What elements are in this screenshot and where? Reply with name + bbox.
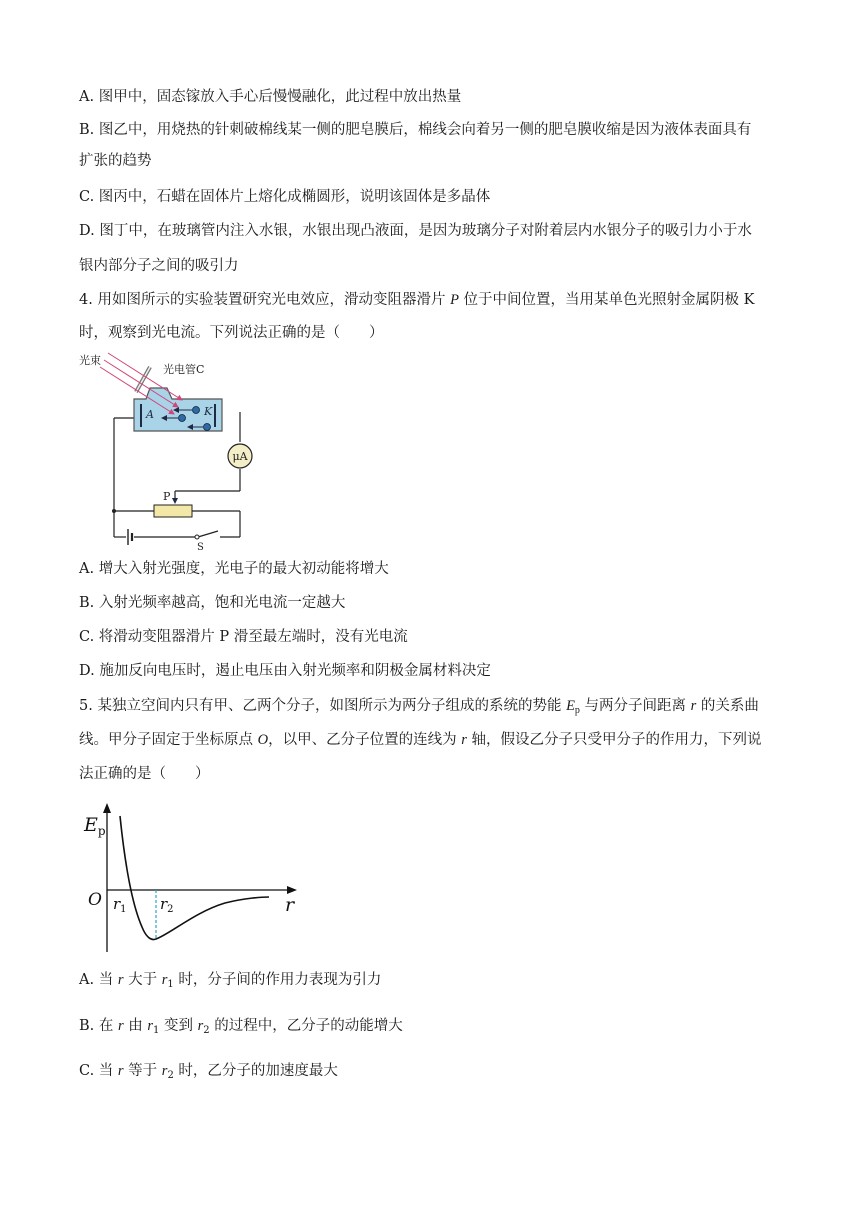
q5-option-c: C. 当 r 等于 $r_2$ 时，乙分子的加速度最大 xyxy=(79,1063,338,1081)
q5-option-b: B. 在 r 由 $r_1$ 变到 $r_2$ 的过程中，乙分子的动能增大 xyxy=(79,1018,403,1036)
q4-stem-text-a: 4. 用如图所示的实验装置研究光电效应，滑动变阻器滑片 xyxy=(79,292,451,308)
phototube-label: 光电管C xyxy=(163,363,205,376)
light-ray xyxy=(108,353,182,400)
r2-label: $r_2$ xyxy=(160,895,174,915)
q5-stem-text-a: 5. 某独立空间内只有甲、乙两个分子，如图所示为两分子组成的系统的势能 xyxy=(79,698,567,714)
origin-label: O xyxy=(88,890,102,910)
q5-var-r: r xyxy=(461,732,467,748)
rheostat xyxy=(154,505,192,517)
switch-contact xyxy=(195,535,199,539)
q5-stem-line1 xyxy=(79,696,759,721)
y-axis-arrow xyxy=(103,803,111,813)
q4-stem-text-b: 位于中间位置，当用某单色光照射金属阴极 K xyxy=(458,292,755,308)
q5-stem-text-f: 轴，假设乙分子只受甲分子的作用力，下列说 xyxy=(466,732,762,748)
microammeter-label: μA xyxy=(232,450,248,463)
q3-option-b-line1: B. 图乙中，用烧热的针刺破棉线某一侧的肥皂膜后，棉线会向着另一侧的肥皂膜收缩是因为液体表面具有 xyxy=(79,122,752,138)
x-axis-label: r xyxy=(285,894,295,916)
q5-stem-line2 xyxy=(79,730,761,750)
electron xyxy=(179,415,186,422)
q5-option-a: A. 当 r 大于 $r_1$ 时，分子间的作用力表现为引力 xyxy=(79,972,382,990)
q4-stem-line1 xyxy=(79,290,754,310)
potential-energy-curve xyxy=(120,816,269,940)
q5-stem-text-c: 的关系曲 xyxy=(696,698,759,714)
q5-stem-text-b: 与两分子间距离 xyxy=(579,698,691,714)
beam-label: 光束 xyxy=(79,354,101,367)
q4-option-c: C. 将滑动变阻器滑片 P 滑至最左端时，没有光电流 xyxy=(79,629,408,645)
q5-stem-text-e: ，以甲、乙分子位置的连线为 xyxy=(268,732,462,748)
q5-stem-text-d: 线。甲分子固定于坐标原点 xyxy=(79,732,258,748)
q5-var-o: O xyxy=(257,732,269,748)
switch-label: S xyxy=(197,542,204,553)
q4-stem-line2: 时，观察到光电流。下列说法正确的是（ ） xyxy=(79,325,384,341)
q3-option-b-line2: 扩张的趋势 xyxy=(79,153,152,169)
electron xyxy=(193,407,200,414)
q3-option-d-line2: 银内部分子之间的吸引力 xyxy=(79,258,239,274)
q5-var-r: r xyxy=(690,698,697,714)
potential-energy-graph xyxy=(78,798,303,958)
q3-option-c: C. 图丙中，石蜡在固体片上熔化成椭圆形，说明该固体是多晶体 xyxy=(79,189,491,205)
anode-label: A xyxy=(146,408,154,421)
cathode-label: K xyxy=(204,405,213,418)
q4-stem-var-p: P xyxy=(450,292,459,308)
r1-label: $r_1$ xyxy=(113,895,127,915)
photoelectric-circuit-diagram xyxy=(70,344,270,556)
q3-option-a: A. 图甲中，固态镓放入手心后慢慢融化，此过程中放出热量 xyxy=(79,89,462,105)
junction-dot xyxy=(112,509,116,513)
q4-option-a: A. 增大入射光强度，光电子的最大初动能将增大 xyxy=(79,561,389,577)
electron xyxy=(204,424,211,431)
q4-option-d: D. 施加反向电压时，遏止电压由入射光频率和阴极金属材料决定 xyxy=(79,663,491,679)
q5-ep-symbol: $E_p$ xyxy=(566,698,580,716)
q4-option-b: B. 入射光频率越高，饱和光电流一定越大 xyxy=(79,595,346,611)
x-axis-arrow xyxy=(287,886,297,894)
slider-label: P xyxy=(163,490,171,503)
q3-option-d-line1: D. 图丁中，在玻璃管内注入水银，水银出现凸液面，是因为玻璃分子对附着层内水银分子的吸引力小于水 xyxy=(79,223,752,239)
y-axis-label: $E_p$ xyxy=(84,814,106,838)
q5-stem-line3: 法正确的是（ ） xyxy=(79,766,210,782)
